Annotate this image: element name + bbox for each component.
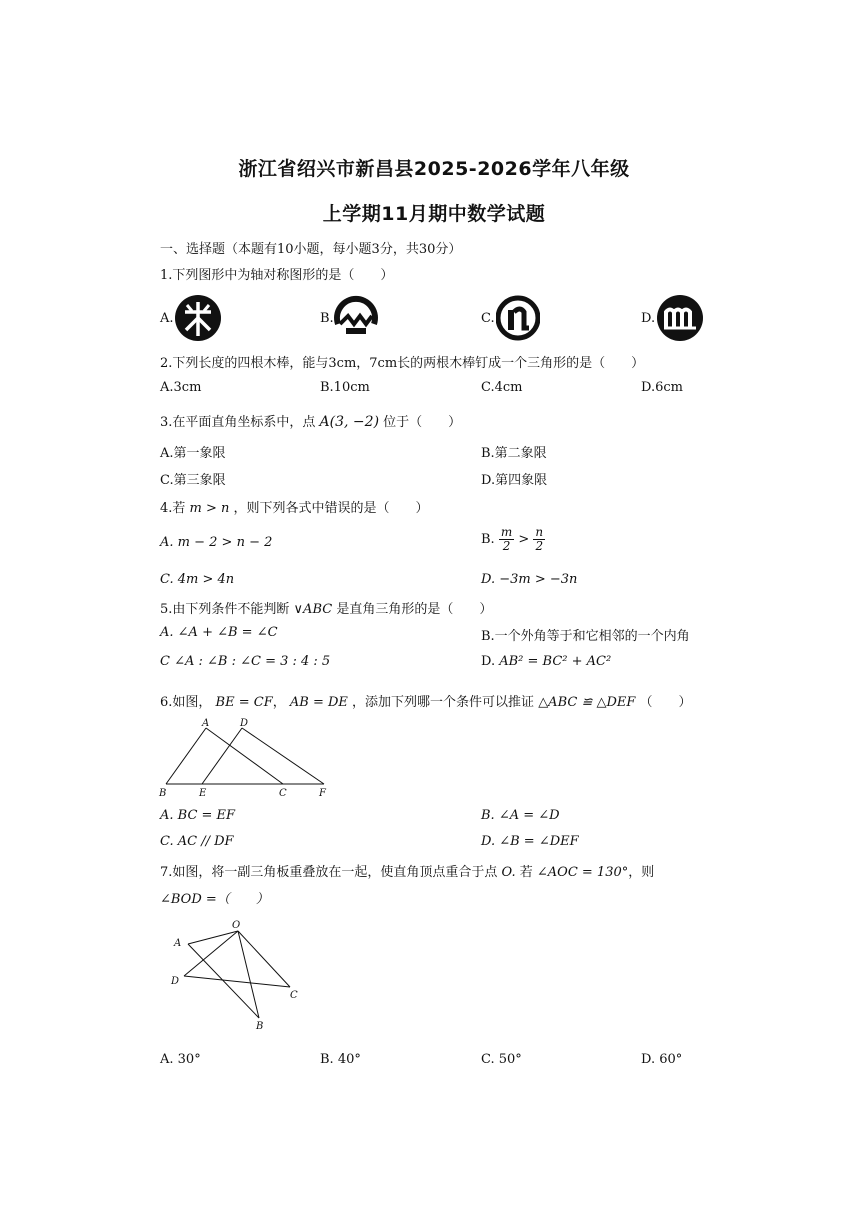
q4-stem [160, 497, 429, 516]
q2-option-b: B.10cm [320, 380, 370, 395]
q7-segment-ob [238, 931, 259, 1018]
paper-title-line2: 上学期11月期中数学试题 [322, 203, 546, 225]
q4-option-c: C. 4m > 4n [160, 572, 235, 587]
metro-logo-b-icon [332, 294, 380, 346]
q6-segment-ac [206, 728, 283, 784]
q5-stem-post: 是直角三角形的是（ ） [336, 602, 493, 617]
q7-stem-pre: 7.如图，将一副三角板重叠放在一起，使直角顶点重合于点 [160, 865, 498, 880]
q6-cond1: BE = CF [215, 695, 273, 710]
q6-segment-ab [166, 728, 206, 784]
q2-option-a: A.3cm [160, 380, 202, 395]
q7-option-b: B. 40° [320, 1052, 361, 1067]
q5-stem-pre: 5.由下列条件不能判断 [160, 602, 290, 617]
q7-option-c: C. 50° [481, 1052, 522, 1067]
q6-conclusion: △ABC ≌ △DEF [538, 695, 636, 710]
q7-label-b: B [256, 1021, 264, 1032]
q7-label-d: D [171, 976, 180, 987]
q4-stem-post: ，则下列各式中错误的是（ ） [233, 501, 429, 516]
q6-cond2: AB = DE [289, 695, 348, 710]
q6-label-f: F [319, 788, 326, 799]
q7-label-c: C [290, 990, 298, 1001]
q4-fraction-m-over-2: $\frac{m}{2}$ [500, 525, 513, 553]
metro-logo-d-icon [656, 294, 704, 346]
q5-stem [160, 598, 492, 617]
q7-label-a: A [174, 938, 182, 949]
metro-logo-c-icon [496, 294, 540, 346]
q6-label-e: E [199, 788, 207, 799]
q3-stem-post: 位于（ ） [383, 415, 462, 430]
q6-segment-ed [202, 728, 242, 784]
q6-figure [156, 716, 336, 804]
q2-option-c: C.4cm [481, 380, 523, 395]
q6-stem-mid: ，添加下列哪一个条件可以推证 [352, 695, 535, 710]
q7-option-a: A. 30° [160, 1052, 201, 1067]
q3-option-c: C.第三象限 [160, 473, 226, 488]
q7-stem-post: ，则 [628, 865, 655, 880]
q4-condition: m > n [189, 501, 230, 516]
q4-option-a: A. m − 2 > n − 2 [160, 535, 273, 550]
q1-option-b-label: B. [320, 311, 334, 326]
q4-stem-pre: 4.若 [160, 501, 186, 516]
q6-segment-df [242, 728, 324, 784]
q6-stem [160, 691, 692, 710]
q7-stem-line2: ∠BOD =（ ） [160, 892, 269, 907]
q6-option-c: C. AC // DF [160, 834, 234, 849]
q5-option-b: B.一个外角等于和它相邻的一个内角 [481, 629, 690, 644]
q7-figure [166, 914, 306, 1038]
q7-option-d: D. 60° [641, 1052, 683, 1067]
q3-stem [160, 411, 461, 430]
q4-gt-sign: > [518, 532, 530, 547]
q7-segment-oc [238, 931, 290, 987]
q4-option-d: D. −3m > −3n [481, 572, 578, 587]
q6-stem-post: （ ） [639, 695, 692, 710]
q4-option-b [481, 526, 545, 553]
paper-title-line1: 浙江省绍兴市新昌县2025-2026学年八年级 [238, 158, 630, 180]
q6-option-d: D. ∠B = ∠DEF [481, 834, 579, 849]
q7-segment-ab [188, 944, 259, 1018]
q1-option-d-label: D. [641, 311, 656, 326]
q5-option-d-expr: AB² = BC² + AC² [499, 654, 612, 669]
q3-stem-pre: 3.在平面直角坐标系中，点 [160, 415, 316, 430]
q1-option-c-label: C. [481, 311, 495, 326]
q5-option-d-prefix: D. [481, 654, 496, 669]
q7-point-o: O. [501, 865, 516, 880]
q7-segment-dc [184, 976, 290, 987]
q6-label-d: D [240, 718, 249, 729]
q6-option-b: B. ∠A = ∠D [481, 808, 560, 823]
q6-label-a: A [202, 718, 210, 729]
q5-option-a: A. ∠A + ∠B = ∠C [160, 625, 278, 640]
q4-option-b-prefix: B. [481, 532, 495, 547]
q2-option-d: D.6cm [641, 380, 683, 395]
q7-stem [160, 861, 654, 880]
q5-triangle: ∨ABC [293, 602, 333, 617]
q5-option-c: C ∠A : ∠B : ∠C = 3 : 4 : 5 [160, 654, 331, 669]
q6-label-b: B [159, 788, 167, 799]
q3-option-d: D.第四象限 [481, 473, 548, 488]
q6-option-a: A. BC = EF [160, 808, 236, 823]
q7-stem-mid: 若 [519, 865, 533, 880]
q6-label-c: C [279, 788, 287, 799]
q7-condition: ∠AOC = 130° [536, 865, 629, 880]
q3-point: A(3, −2) [319, 414, 380, 430]
q5-option-d [481, 654, 611, 669]
q4-fraction-n-over-2: $\frac{n}{2}$ [535, 525, 544, 553]
q3-option-b: B.第二象限 [481, 446, 547, 461]
metro-logo-a-icon [174, 294, 222, 346]
q2-stem: 2.下列长度的四根木棒，能与3cm，7cm长的两根木棒钉成一个三角形的是（ ） [160, 356, 645, 371]
q7-label-o: O [232, 920, 241, 931]
q3-option-a: A.第一象限 [160, 446, 226, 461]
q1-option-a-label: A. [160, 311, 174, 326]
q6-sep: ， [272, 695, 286, 710]
section-header: 一、选择题（本题有10小题，每小题3分，共30分） [160, 242, 462, 257]
q6-stem-pre: 6.如图， [160, 695, 212, 710]
q1-stem: 1.下列图形中为轴对称图形的是（ ） [160, 268, 394, 283]
